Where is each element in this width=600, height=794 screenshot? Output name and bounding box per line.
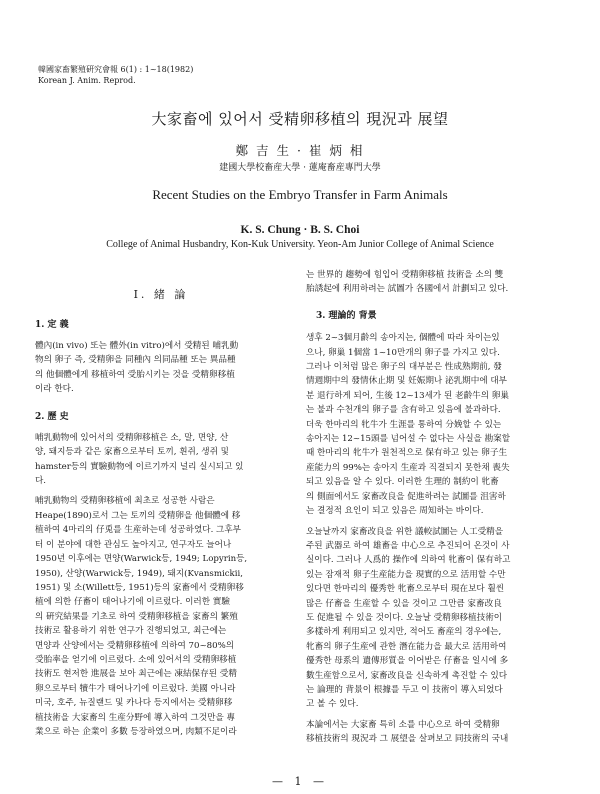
text-line: 더욱 한마리의 牝牛가 生涯를 통하여 分娩할 수 있는 (306, 419, 502, 430)
text-line: 분 退行하게 되어, 生後 12~13세가 된 老齡牛의 卵巢 (306, 390, 509, 401)
text-line: 1950), 산양(Warwick등, 1949), 돼지(Kvansmickii, (35, 568, 243, 579)
text-line: hamster등의 實驗動物에 이르기까지 널리 실시되고 있 (35, 461, 244, 472)
text-line: 양, 돼지등과 같은 家畜으로부터 토끼, 흰쥐, 생쥐 및 (35, 447, 229, 458)
text-line: 卵으로부터 犢牛가 태어나기에 이르렀다. 美國 아니라 (35, 683, 236, 694)
text-line: 는 論理的 背景이 根據를 두고 이 技術이 導入되었다 (306, 684, 503, 695)
authors-en: K. S. Chung · B. S. Choi (240, 224, 360, 236)
text-line: 哺乳動物에 있어서의 受精卵移植은 소, 말, 면양, 산 (35, 432, 229, 443)
text-line: 주된 武器로 하여 雄畜을 中心으로 추진되어 온것이 사 (306, 540, 510, 551)
continued-paragraph (306, 268, 558, 297)
text-line: 情週期中의 發情休止期 및 妊娠期나 泌乳期中에 대부 (306, 376, 507, 387)
text-line: 그러나 이처럼 많은 卵子의 대부분은 性成熟期前, 發 (306, 362, 502, 373)
text-line: 면양과 산양에서는 受精卵移植에 의하여 70~80%의 (35, 640, 235, 651)
left-column (35, 268, 287, 739)
journal-name-ko: 韓國家畜繁殖硏究會報 6(1) : 1~18(1982) (38, 65, 194, 74)
journal-name-en: Korean J. Anim. Reprod. (38, 76, 136, 85)
text-line: 業으로 하는 企業이 多數 등장하였으며, 肉類不足이라 (35, 726, 237, 737)
text-line: 있다면 한마리의 優秀한 牝畜으로부터 現在보다 훨씬 (306, 584, 505, 595)
text-line: 1951) 및 소(Willett등, 1951)등의 家畜에서 受精卵移 (35, 582, 244, 593)
text-line: 고 볼 수 있다. (306, 699, 359, 710)
text-line: 터 이 분야에 대한 관심도 높아지고, 연구자도 늘어나 (35, 539, 232, 550)
history-paragraph-1 (35, 431, 287, 489)
text-line: 數生産함으로서, 家畜改良을 신속하게 촉진할 수 있다 (306, 670, 508, 681)
text-line: 技術로 활용하기 위한 연구가 진행되었고, 최근에는 (35, 626, 227, 637)
text-line: 體內(in vivo) 또는 體外(in vitro)에서 受精된 哺乳動 (35, 340, 239, 351)
journal-header (38, 64, 193, 86)
text-line: 技術도 현저한 進展을 보아 최근에는 凍結保存된 受精 (35, 669, 237, 680)
subheading-definition: 1. 定 義 (35, 320, 69, 331)
text-line: 많은 仔畜을 生産할 수 있을 것이고 그만큼 家畜改良 (306, 598, 502, 609)
text-line: 되고 있음을 알 수 있다. 이러한 生理的 制約이 牝畜 (306, 477, 499, 488)
text-line: 多樣하게 利用되고 있지만, 적어도 畜産의 경우에는, (306, 627, 502, 638)
text-line: 移植技術의 現況과 그 展望을 살펴보고 同技術의 국내 (306, 734, 509, 745)
subheading-history: 2. 歷 史 (35, 412, 69, 423)
affiliation-ko: 建國大學校畜産大學 · 蓮庵畜産專門大學 (219, 163, 381, 173)
text-line: 오늘날까지 家畜改良을 위한 議較試圖는 人工受精을 (306, 526, 504, 537)
text-line: 의 側面에서도 家畜改良을 促進하려는 試圖를 沮害하 (306, 491, 506, 502)
text-line: 때 한마리의 牝牛가 원천적으로 保有하고 있는 卵子生 (306, 448, 508, 459)
affiliation-en: College of Animal Husbandry, Kon-Kuk University. Yeon-Am Junior College of Animal Science (106, 239, 494, 250)
text-line: 생후 2~3個月齡의 송아지는, 個體에 따라 차이는있 (306, 333, 500, 344)
text-line: 植에 의한 仔畜이 태어나기에 이르렀다. 이러한 實驗 (35, 597, 230, 608)
history-paragraph-2 (35, 494, 287, 739)
text-line: 실이다. 그러나 人爲的 操作에 의하여 牝畜이 保有하고 (306, 555, 511, 566)
text-line: 牝畜의 卵子生産에 관한 潛在能力을 最大로 活用하여 (306, 641, 507, 652)
text-line: 도 促進될 수 있을 것이다. 오늘날 受精卵移植技術이 (306, 612, 503, 623)
right-column (306, 268, 558, 747)
text-line: 産能力의 99%는 송아지 生産과 직결되지 못한채 喪失 (306, 462, 510, 473)
text-line: 1950년 이후에는 면양(Warwick등, 1949; Lopyrin등, (35, 554, 248, 565)
background-paragraph-1 (306, 331, 558, 518)
text-line: 優秀한 母系의 遺傳形質을 이어받은 仔畜을 일시에 多 (306, 656, 509, 667)
page-number: — 1 — (272, 775, 328, 788)
paper-title-ko: 大家畜에 있어서 受精卵移植의 現況과 展望 (151, 110, 449, 128)
background-paragraph-2 (306, 525, 558, 712)
text-line: 物의 卵子 즉, 受精卵을 同種內 의同品種 또는 異品種 (35, 355, 236, 366)
text-line: 는 불과 수천개의 卵子를 含有하고 있음에 불과하다. (306, 405, 501, 416)
text-line: 송아지는 12~15頭를 넘어설 수 없다는 사실을 勘案할 (306, 434, 511, 445)
text-line: 哺乳動物의 受精卵移植에 최초로 성공한 사람은 (35, 496, 215, 507)
text-line: 本論에서는 大家畜 특히 소를 中心으로 하여 受精卵 (306, 719, 500, 730)
authors-ko: 鄭 吉 生 · 崔 炳 相 (235, 143, 365, 158)
text-line: 의 他個體에게 移植하여 受胎시키는 것을 受精卵移植 (35, 369, 235, 380)
section-title-introduction: I. 緒 論 (133, 288, 189, 301)
text-line: 植技術을 大家畜의 生産分野에 導入하여 그것만을 專 (35, 712, 236, 723)
paper-title-en: Recent Studies on the Embryo Transfer in Farm Animals (152, 187, 448, 202)
text-line: 는 世界的 趨勢에 힘입어 受精卵移植 技術을 소의 雙 (306, 270, 504, 280)
closing-paragraph (306, 718, 558, 747)
definition-paragraph (35, 339, 287, 397)
text-line: 植하여 4마리의 仔兎를 生産하는데 성공하였다. 그후부 (35, 525, 241, 536)
text-line: 있는 잠재적 卵子生産能力을 現實的으로 活用할 수만 (306, 569, 506, 580)
text-line: 는 결정적 요인이 되고 있음은 周知하는 바이다. (306, 506, 484, 517)
text-line: 受胎率을 얻기에 이르렀다. 소에 있어서의 受精卵移植 (35, 654, 237, 665)
text-line: 미국, 호주, 뉴질랜드 및 카나다 등지에서는 受精卵移 (35, 698, 233, 709)
text-line: 다. (35, 476, 47, 487)
subheading-background: 3. 理論的 背景 (316, 310, 377, 321)
text-line: 胎誘起에 利用하려는 試圖가 各國에서 計劃되고 있다. (306, 284, 509, 295)
text-line: 으나, 卵巢 1個當 1~10만개의 卵子를 가지고 있다. (306, 347, 500, 358)
text-line: Heape(1890)로서 그는 토끼의 受精卵을 他個體에 移 (35, 510, 241, 521)
text-line: 이라 한다. (35, 384, 74, 395)
text-line: 의 硏究結果를 기초로 하여 受精卵移植을 家畜의 繁殖 (35, 611, 238, 622)
